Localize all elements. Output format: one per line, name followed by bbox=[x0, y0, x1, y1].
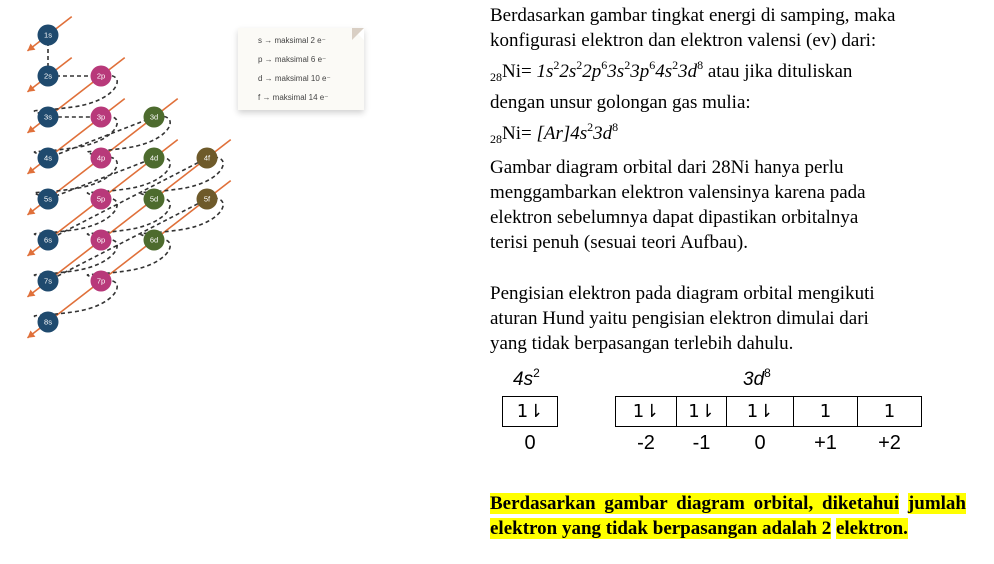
config-exponent: 2 bbox=[672, 58, 679, 72]
orbital-label: 6s bbox=[44, 235, 52, 245]
orbital-box-3d: 1⇂ bbox=[676, 396, 727, 427]
orbital-label: 4d bbox=[149, 153, 159, 163]
orbital-label: 1s bbox=[44, 30, 52, 40]
orbital-label: 6p bbox=[96, 235, 106, 245]
max-electron-note bbox=[238, 28, 364, 110]
orbital-3d-heading: $3d^8$ bbox=[743, 366, 771, 390]
quantum-number-3d: -1 bbox=[692, 432, 711, 454]
orbital-label: 3s bbox=[44, 112, 52, 122]
arrow-head bbox=[27, 289, 35, 296]
config-term: 3s bbox=[607, 61, 625, 82]
note-d: d → maksimal 10 e⁻ bbox=[258, 74, 331, 83]
element-ni: Ni= bbox=[502, 61, 532, 82]
config-term: 1s bbox=[536, 61, 554, 82]
config-term: 3d bbox=[593, 123, 613, 144]
config-exponent: 8 bbox=[697, 58, 704, 72]
config-full bbox=[536, 58, 704, 82]
orbital-label: 6d bbox=[149, 235, 159, 245]
quantum-number-4s: 0 bbox=[524, 432, 536, 454]
orbital-label: 4p bbox=[96, 153, 106, 163]
config-exponent: 6 bbox=[601, 58, 608, 72]
orbital-label: 7s bbox=[44, 276, 52, 286]
paragraph-hund bbox=[490, 281, 965, 356]
config-after-text: atau jika dituliskan bbox=[707, 61, 853, 82]
conclusion-highlight bbox=[490, 491, 966, 541]
config-term: 2p bbox=[582, 61, 602, 82]
quantum-number-3d: +2 bbox=[878, 432, 901, 454]
orbital-4s-heading: $4s^2$ bbox=[513, 366, 540, 390]
orbital-label: 2p bbox=[96, 71, 106, 81]
arrow-head bbox=[27, 43, 35, 50]
config-term: 3d bbox=[678, 61, 698, 82]
orbital-label: 5s bbox=[44, 194, 52, 204]
orbital-label: 3d bbox=[149, 112, 159, 122]
atomic-number: 28 bbox=[490, 70, 502, 84]
arrow-head bbox=[27, 248, 35, 255]
conclusion-line: jumlah elektron yang tidak berpasangan adalah 2 bbox=[490, 493, 966, 539]
orbital-box-3d: 1 bbox=[793, 396, 858, 427]
orbital-label: 5d bbox=[149, 194, 159, 204]
para3-line: yang tidak berpasangan terlebih dahulu. bbox=[490, 333, 794, 354]
orbital-label: 3p bbox=[96, 112, 106, 122]
orbital-label: 5f bbox=[203, 194, 211, 204]
filling-order-dashed-path bbox=[34, 35, 223, 322]
orbital-box-3d: 1⇂ bbox=[615, 396, 677, 427]
orbital-label: 8s bbox=[44, 317, 52, 327]
conclusion-line: Berdasarkan gambar diagram orbital, diketahui bbox=[490, 493, 900, 514]
orbital-label: 4s bbox=[44, 153, 52, 163]
quantum-number-3d: +1 bbox=[814, 432, 837, 454]
para2-line: menggambarkan elektron valensinya karena pada bbox=[490, 182, 866, 203]
arrow-head bbox=[27, 125, 35, 132]
para3-line: aturan Hund yaitu pengisian elektron dimulai dari bbox=[490, 308, 869, 329]
para2-line: Gambar diagram orbital dari 28Ni hanya perlu bbox=[490, 157, 844, 178]
orbital-box-4s: 1⇂ bbox=[502, 396, 558, 427]
config-term: 2s bbox=[559, 61, 577, 82]
config-exponent: 2 bbox=[553, 58, 560, 72]
orbital-box-3d: 1 bbox=[857, 396, 922, 427]
note-p: p → maksimal 6 e⁻ bbox=[258, 55, 327, 64]
para1-line4: dengan unsur golongan gas mulia: bbox=[490, 92, 751, 113]
conclusion-line: elektron. bbox=[835, 518, 908, 539]
arrow-head bbox=[27, 330, 35, 337]
paragraph-configuration bbox=[490, 3, 965, 152]
note-s: s → maksimal 2 e⁻ bbox=[258, 36, 326, 45]
config-term: 4s bbox=[655, 61, 673, 82]
orbital-label: 4f bbox=[203, 153, 211, 163]
config-exponent: 2 bbox=[576, 58, 583, 72]
para3-line: Pengisian elektron pada diagram orbital mengikuti bbox=[490, 283, 875, 304]
arrow-head bbox=[27, 84, 35, 91]
config-term: 4s bbox=[570, 123, 588, 144]
quantum-number-3d: -2 bbox=[637, 432, 655, 454]
note-f: f → maksimal 14 e⁻ bbox=[258, 93, 329, 102]
config-full-line bbox=[490, 53, 965, 90]
config-short bbox=[570, 120, 619, 144]
config-exponent: 2 bbox=[587, 120, 594, 134]
paragraph-valence bbox=[490, 155, 965, 255]
config-exponent: 2 bbox=[624, 58, 631, 72]
para1-line2: konfigurasi elektron dan elektron valensi (ev) dari: bbox=[490, 30, 877, 51]
config-short-line: $_{28}Ni= [Ar]4s^23d^8$ bbox=[490, 120, 619, 146]
config-core: [Ar] bbox=[536, 123, 571, 144]
config-exponent: 6 bbox=[649, 58, 656, 72]
orbital-label: 5p bbox=[96, 194, 106, 204]
config-term: 3p bbox=[630, 61, 650, 82]
para1-line1: Berdasarkan gambar tingkat energi di samping, maka bbox=[490, 5, 896, 26]
config-exponent: 8 bbox=[612, 120, 619, 134]
arrow-head bbox=[27, 207, 35, 214]
quantum-number-3d: 0 bbox=[754, 432, 766, 454]
orbital-box-3d: 1⇂ bbox=[726, 396, 794, 427]
arrow-head bbox=[27, 166, 35, 173]
orbital-label: 2s bbox=[44, 71, 52, 81]
para2-line: elektron sebelumnya dapat dipastikan orbitalnya bbox=[490, 207, 859, 228]
orbital-label: 7p bbox=[96, 276, 106, 286]
para2-line: terisi penuh (sesuai teori Aufbau). bbox=[490, 232, 749, 253]
